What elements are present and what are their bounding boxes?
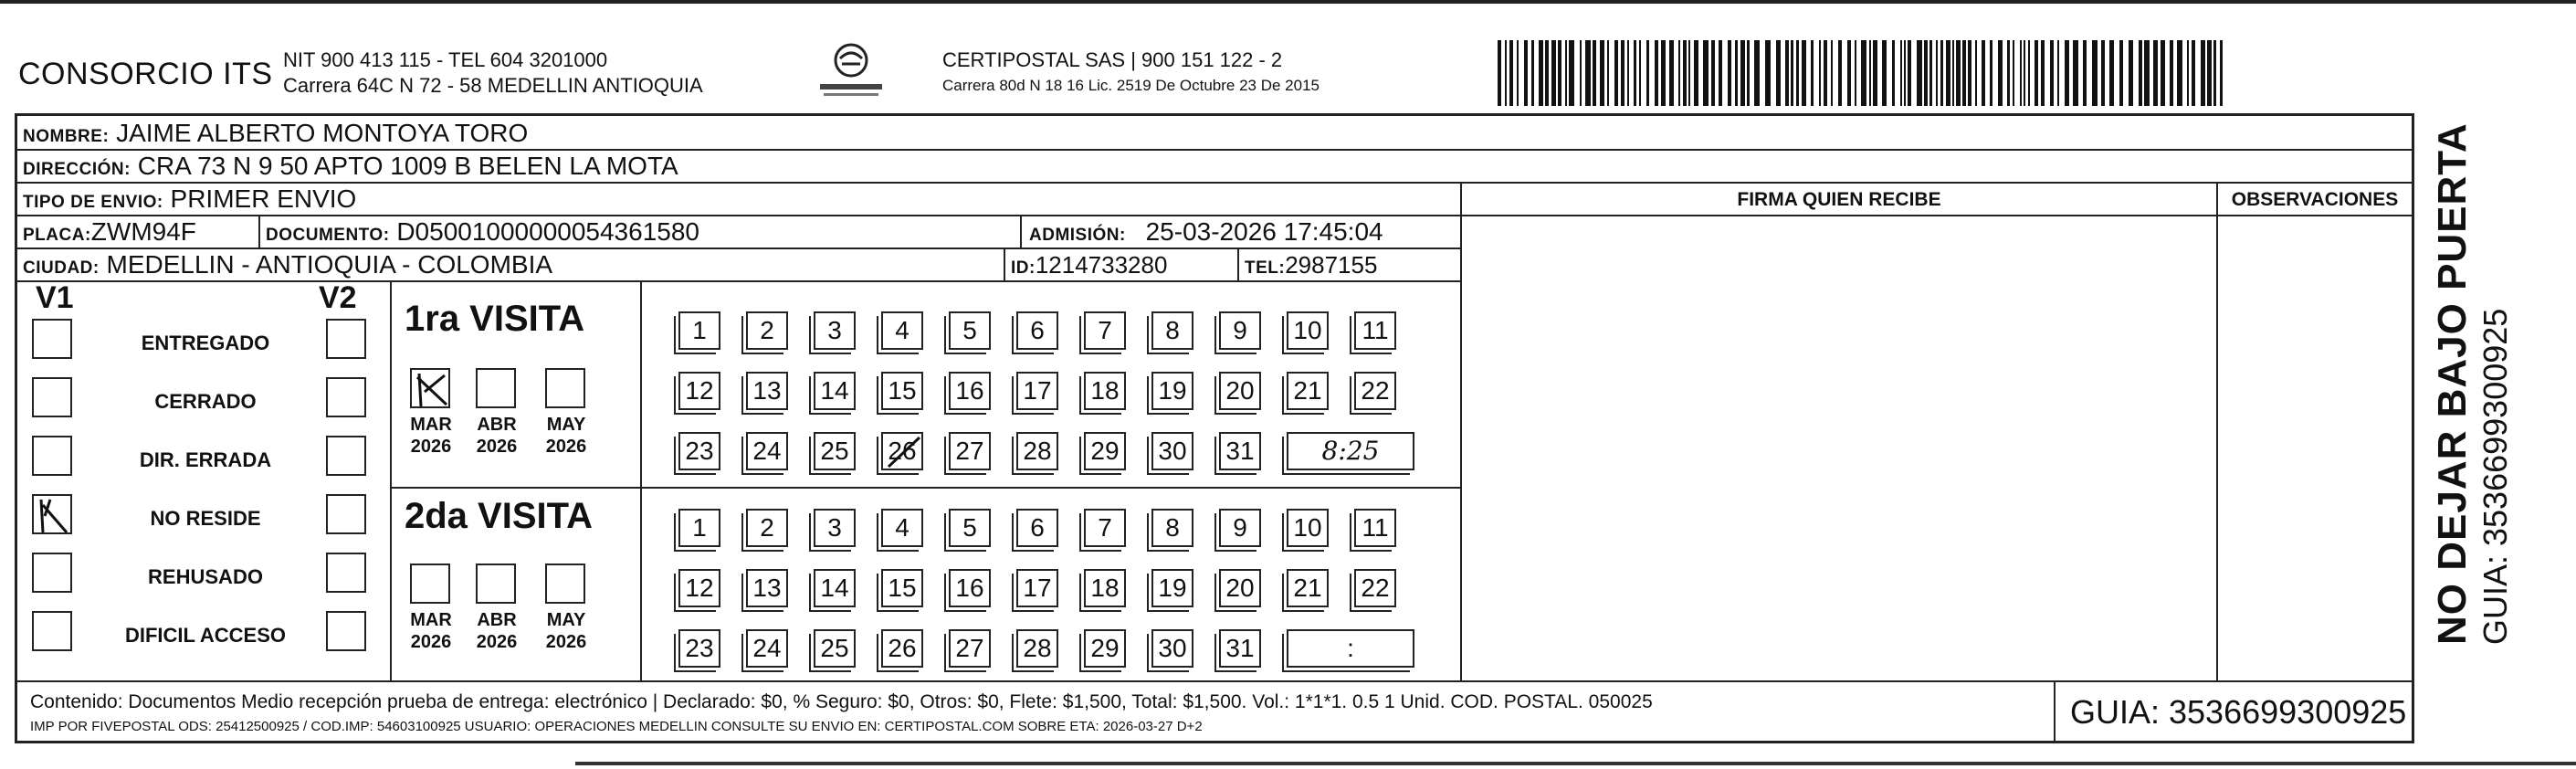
v2-checkbox[interactable] <box>326 494 366 534</box>
month-name: MAR <box>410 610 452 630</box>
month-checkbox[interactable] <box>410 368 450 408</box>
day-box[interactable]: 19 <box>1151 569 1193 607</box>
documento-cell <box>266 216 699 251</box>
imp-line: IMP POR FIVEPOSTAL ODS: 25412500925 / COD.IMP: 54603100925 USUARIO: OPERACIONES MEDELLIN CONSULTE SU ENVIO EN: CERTIPOSTAL.COM SOBRE ETA: 2026-03-27 D+2 <box>30 719 1203 734</box>
nombre-value: JAIME ALBERTO MONTOYA TORO <box>116 119 529 147</box>
ciudad-label: CIUDAD: <box>23 258 100 278</box>
month-name: MAY <box>546 610 586 630</box>
month-name: ABR <box>477 610 517 630</box>
day-box[interactable]: 31 <box>1219 629 1261 668</box>
placa-value: ZWM94F <box>90 217 196 246</box>
admision-cell <box>1029 216 1383 251</box>
day-box[interactable]: 20 <box>1219 372 1261 410</box>
documento-value: D05001000000054361580 <box>396 217 699 246</box>
day-box[interactable]: 12 <box>678 569 720 607</box>
month-label <box>465 609 529 653</box>
day-box[interactable]: 29 <box>1084 432 1126 470</box>
day-box[interactable]: 5 <box>949 311 991 350</box>
day-box[interactable]: 13 <box>746 372 788 410</box>
footer-divider <box>17 680 2412 682</box>
day-box[interactable]: 25 <box>814 629 856 668</box>
month-label <box>534 609 598 653</box>
second-visit-title: 2da VISITA <box>405 496 593 536</box>
side-warning: NO DEJAR BAJO PUERTA <box>2430 122 2475 645</box>
status-option-label: CERRADO <box>154 390 257 413</box>
id-cell <box>1011 249 1167 284</box>
day-box[interactable]: 6 <box>1016 509 1058 547</box>
month-label <box>399 609 463 653</box>
day-box[interactable]: 6 <box>1016 311 1058 350</box>
status-option-label: REHUSADO <box>148 565 263 588</box>
status-option-label: DIFICIL ACCESO <box>124 624 286 647</box>
day-box[interactable]: 17 <box>1016 372 1058 410</box>
nombre-label: NOMBRE: <box>23 127 110 146</box>
month-name: MAY <box>546 415 586 435</box>
side-guia: GUIA: 3536699300925 <box>2476 308 2514 645</box>
day-box[interactable]: 14 <box>814 569 856 607</box>
certipostal-info <box>942 47 1320 99</box>
day-box[interactable]: 11 <box>1354 311 1396 350</box>
visits-left-border <box>390 280 392 680</box>
v2-checkbox[interactable] <box>326 611 366 651</box>
day-box[interactable]: 28 <box>1016 432 1058 470</box>
month-year: 2026 <box>545 437 587 457</box>
firma-header: FIRMA QUIEN RECIBE <box>1737 189 1941 210</box>
day-box[interactable]: 30 <box>1151 432 1193 470</box>
day-box[interactable]: 31 <box>1219 432 1261 470</box>
month-label <box>465 414 529 458</box>
month-label <box>399 414 463 458</box>
ciudad-value: MEDELLIN - ANTIOQUIA - COLOMBIA <box>106 250 553 279</box>
day-box[interactable]: 7 <box>1084 311 1126 350</box>
admision-label: ADMISIÓN: <box>1029 226 1126 245</box>
firma-left-border <box>1460 182 1462 680</box>
days-left-border <box>640 280 642 680</box>
day-box[interactable]: 26 <box>881 432 923 470</box>
certipostal-logo-icon <box>813 40 889 104</box>
address-line: Carrera 64C N 72 - 58 MEDELLIN ANTIOQUIA <box>283 74 703 97</box>
nombre-row <box>23 118 528 153</box>
v1-checkbox[interactable] <box>32 553 72 593</box>
day-box[interactable]: 23 <box>678 629 720 668</box>
direccion-row <box>23 151 678 185</box>
ciudad-cell <box>23 249 552 284</box>
tel-cell <box>1245 249 1377 284</box>
month-name: ABR <box>477 415 517 435</box>
direccion-value: CRA 73 N 9 50 APTO 1009 B BELEN LA MOTA <box>137 152 678 180</box>
month-checkbox[interactable] <box>410 564 450 604</box>
day-box[interactable]: 7 <box>1084 509 1126 547</box>
day-check-mark-icon <box>883 434 925 472</box>
delivery-form <box>15 113 2414 743</box>
day-box[interactable]: 15 <box>881 569 923 607</box>
company-info <box>283 47 703 99</box>
placa-label: PLACA: <box>23 226 91 245</box>
company-name: CONSORCIO ITS <box>18 57 273 91</box>
day-box[interactable]: 18 <box>1084 372 1126 410</box>
v2-checkbox[interactable] <box>326 436 366 476</box>
day-box[interactable]: 23 <box>678 432 720 470</box>
day-box[interactable]: 14 <box>814 372 856 410</box>
month-year: 2026 <box>476 437 518 457</box>
day-box[interactable]: 1 <box>678 509 720 547</box>
day-box[interactable]: 2 <box>746 311 788 350</box>
day-box[interactable]: 13 <box>746 569 788 607</box>
day-box[interactable]: 9 <box>1219 509 1261 547</box>
id-value: 1214733280 <box>1035 251 1168 279</box>
tipo-label: TIPO DE ENVIO: <box>23 193 163 212</box>
certipostal-line: CERTIPOSTAL SAS | 900 151 122 - 2 <box>942 48 1283 71</box>
day-box[interactable]: 5 <box>949 509 991 547</box>
day-box[interactable]: 24 <box>746 432 788 470</box>
day-box[interactable]: 26 <box>881 629 923 668</box>
v2-header: V2 <box>319 280 357 315</box>
v2-checkbox[interactable] <box>326 553 366 593</box>
guia-box <box>2054 682 2415 743</box>
day-box[interactable]: 3 <box>814 311 856 350</box>
day-box[interactable]: 1 <box>678 311 720 350</box>
day-box[interactable]: 17 <box>1016 569 1058 607</box>
v2-checkbox[interactable] <box>326 319 366 359</box>
cell-divider <box>1020 215 1022 248</box>
day-box[interactable]: 28 <box>1016 629 1058 668</box>
month-checkbox[interactable] <box>476 564 516 604</box>
side-notice <box>2429 122 2515 645</box>
v1-checkbox[interactable] <box>32 494 72 534</box>
v2-checkbox[interactable] <box>326 377 366 417</box>
day-box[interactable]: 21 <box>1287 372 1329 410</box>
day-box[interactable]: 18 <box>1084 569 1126 607</box>
day-box[interactable]: 16 <box>949 569 991 607</box>
day-box[interactable]: 24 <box>746 629 788 668</box>
day-box[interactable]: 22 <box>1354 372 1396 410</box>
guia-number: GUIA: 3536699300925 <box>2070 693 2407 731</box>
second-visit-time[interactable]: : <box>1287 629 1414 668</box>
day-box[interactable]: 21 <box>1287 569 1329 607</box>
day-box[interactable]: 9 <box>1219 311 1261 350</box>
tel-value: 2987155 <box>1285 251 1378 279</box>
v1-checkbox[interactable] <box>32 377 72 417</box>
v1-checkbox[interactable] <box>32 436 72 476</box>
placa-cell <box>23 216 196 251</box>
day-box[interactable]: 15 <box>881 372 923 410</box>
month-checkbox[interactable] <box>476 368 516 408</box>
day-box[interactable]: 4 <box>881 509 923 547</box>
top-border <box>0 0 2576 4</box>
day-box[interactable]: 10 <box>1287 311 1329 350</box>
first-visit-time[interactable]: 8:25 <box>1287 432 1414 470</box>
cell-divider <box>258 215 260 248</box>
month-name: MAR <box>410 415 452 435</box>
day-box[interactable]: 19 <box>1151 372 1193 410</box>
day-box[interactable]: 27 <box>949 629 991 668</box>
nit-line: NIT 900 413 115 - TEL 604 3201000 <box>283 48 608 71</box>
day-box[interactable]: 11 <box>1354 509 1396 547</box>
admision-value: 25-03-2026 17:45:04 <box>1145 217 1383 246</box>
observaciones-header: OBSERVACIONES <box>2231 189 2399 210</box>
v1-checkbox[interactable] <box>32 319 72 359</box>
day-box[interactable]: 4 <box>881 311 923 350</box>
day-box[interactable]: 8 <box>1151 311 1193 350</box>
day-box[interactable]: 12 <box>678 372 720 410</box>
v1-checkbox[interactable] <box>32 611 72 651</box>
month-checkbox[interactable] <box>545 564 585 604</box>
day-box[interactable]: 2 <box>746 509 788 547</box>
status-option-label: DIR. ERRADA <box>139 448 272 471</box>
tipo-row <box>23 184 356 218</box>
first-visit-title: 1ra VISITA <box>405 299 585 339</box>
bottom-border <box>575 762 2576 765</box>
cell-divider <box>1237 248 1239 280</box>
certipostal-sub: Carrera 80d N 18 16 Lic. 2519 De Octubre 23 De 2015 <box>942 77 1320 94</box>
documento-label: DOCUMENTO: <box>266 226 390 245</box>
id-label: ID: <box>1011 258 1036 278</box>
month-year: 2026 <box>410 632 452 652</box>
contenido-line: Contenido: Documentos Medio recepción prueba de entrega: electrónico | Declarado: $0, % Seguro: $0, Otros: $0, Flete: $1,500, Total: $1,500. Vol.: 1*1*1. 0.5 1 Unid. COD. POSTAL. 050025 <box>30 691 1653 712</box>
day-box[interactable]: 8 <box>1151 509 1193 547</box>
v1-header: V1 <box>36 280 74 315</box>
day-box[interactable]: 10 <box>1287 509 1329 547</box>
day-box[interactable]: 29 <box>1084 629 1126 668</box>
month-year: 2026 <box>545 632 587 652</box>
day-box[interactable]: 3 <box>814 509 856 547</box>
visit-divider <box>390 487 1460 489</box>
direccion-label: DIRECCIÓN: <box>23 160 131 179</box>
tipo-value: PRIMER ENVIO <box>170 184 357 213</box>
month-checkbox[interactable] <box>545 368 585 408</box>
day-box[interactable]: 27 <box>949 432 991 470</box>
month-year: 2026 <box>476 632 518 652</box>
day-box[interactable]: 22 <box>1354 569 1396 607</box>
cell-divider <box>1004 248 1005 280</box>
day-box[interactable]: 25 <box>814 432 856 470</box>
status-option-label: NO RESIDE <box>150 507 261 530</box>
obs-left-border <box>2216 182 2218 680</box>
day-box[interactable]: 16 <box>949 372 991 410</box>
tel-label: TEL: <box>1245 258 1286 278</box>
day-box[interactable]: 30 <box>1151 629 1193 668</box>
month-year: 2026 <box>410 437 452 457</box>
month-label <box>534 414 598 458</box>
day-box[interactable]: 20 <box>1219 569 1261 607</box>
barcode-icon <box>1498 40 2228 106</box>
status-option-label: ENTREGADO <box>141 332 270 354</box>
